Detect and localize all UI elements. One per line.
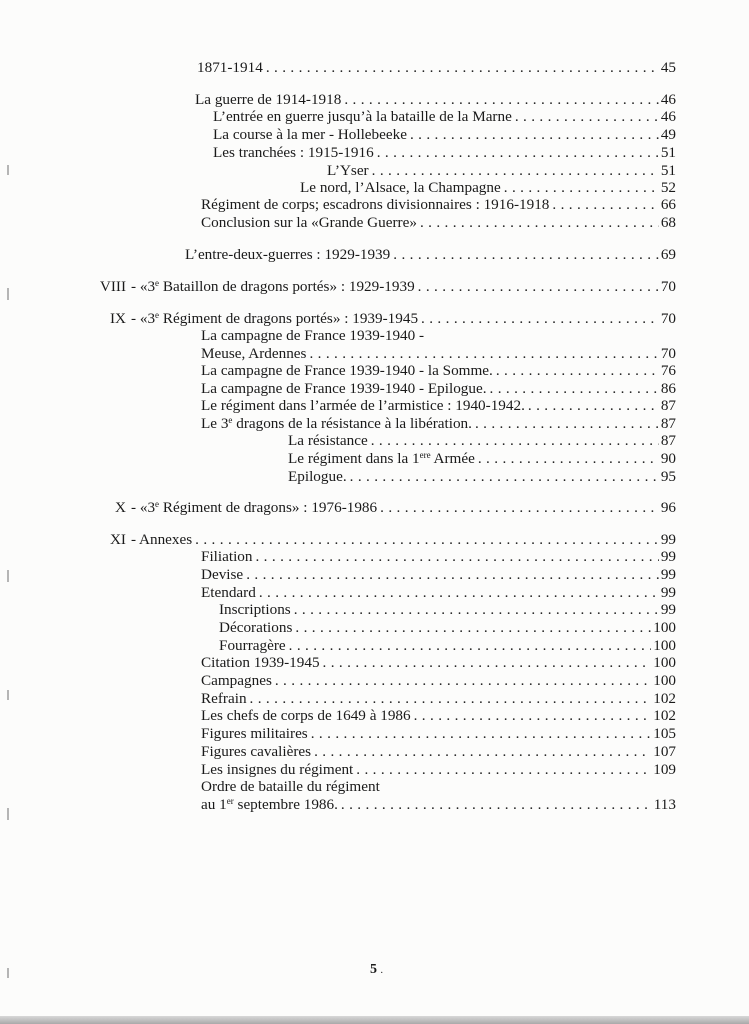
toc-entry-title: Campagnes (201, 672, 272, 689)
toc-entry-title: Le régiment dans la 1ere Armée (288, 450, 475, 467)
toc-entry-title: Inscriptions (219, 601, 291, 618)
toc-leader (496, 362, 659, 380)
toc-leader (266, 59, 659, 77)
toc-entry-title: Le 3e dragons de la résistance à la libération. (201, 415, 472, 432)
toc-entry-title: - «3e Régiment de dragons» : 1976-1986 (131, 499, 378, 516)
toc-chapter (0, 499, 676, 517)
toc-entry (201, 196, 676, 214)
toc-chapter (0, 278, 676, 296)
toc-page-number: 107 (653, 743, 676, 760)
toc-leader (255, 548, 658, 566)
toc-entry (201, 415, 676, 433)
toc-leader (295, 619, 651, 637)
toc-entry-title: L’Yser (327, 162, 369, 179)
toc-entry-title: La course à la mer - Hollebeeke (213, 126, 407, 143)
binding-mark (7, 968, 9, 978)
toc-entry (201, 397, 676, 415)
toc-page-number: 86 (660, 380, 676, 397)
toc-entry (219, 601, 676, 619)
toc-leader (418, 278, 659, 296)
toc-entry (195, 91, 676, 109)
toc-page-number: 102 (653, 707, 676, 724)
toc-entry-title: Décorations (219, 619, 293, 636)
toc-page-number: 95 (660, 468, 676, 485)
toc-leader (515, 108, 659, 126)
toc-entry (201, 690, 676, 708)
toc-leader (289, 637, 652, 655)
toc-leader (421, 310, 659, 328)
toc-page-number: 99 (660, 531, 676, 548)
toc-entry (300, 179, 676, 197)
toc-page-number: 105 (653, 725, 676, 742)
toc-page-number: 66 (660, 196, 676, 213)
toc-entry-title: Fourragère (219, 637, 286, 654)
toc-page-number: 76 (660, 362, 676, 379)
toc-page-number: 113 (653, 796, 676, 813)
chapter-numeral: IX (109, 310, 126, 327)
toc-entry (201, 707, 676, 725)
toc-page-number: 109 (653, 761, 676, 778)
toc-entry-title: - «3e Bataillon de dragons portés» : 1929-1939 (131, 278, 415, 295)
toc-entry-title: Le nord, l’Alsace, la Champagne (300, 179, 501, 196)
toc-leader (393, 246, 659, 264)
toc-entry (201, 345, 676, 363)
toc-leader (250, 690, 652, 708)
toc-entry-title: La campagne de France 1939-1940 - la Somme. (201, 362, 493, 379)
toc-leader (371, 432, 659, 450)
toc-entry (201, 380, 676, 398)
toc-entry-title: Ordre de bataille du régiment (201, 778, 380, 795)
toc-entry-title: L’entre-deux-guerres : 1929-1939 (185, 246, 391, 263)
toc-entry (219, 637, 676, 655)
toc-page-number: 90 (660, 450, 676, 467)
toc-entry-title: Epilogue. (288, 468, 347, 485)
toc-entry-title: Les chefs de corps de 1649 à 1986 (201, 707, 411, 724)
toc-leader (420, 214, 659, 232)
toc-leader (504, 179, 659, 197)
toc-entry-title: Citation 1939-1945 (201, 654, 320, 671)
chapter-numeral: XI (109, 531, 126, 548)
toc-leader (294, 601, 659, 619)
toc-leader (275, 672, 651, 690)
toc-page-number: 45 (660, 59, 676, 76)
toc-leader (259, 584, 659, 602)
toc-entry-title: Figures cavalières (201, 743, 312, 760)
toc-page-number: 100 (653, 637, 676, 654)
toc-page-number: 99 (660, 566, 676, 583)
binding-mark (7, 690, 9, 700)
toc-entry (201, 725, 676, 743)
toc-leader (490, 380, 659, 398)
toc-page-number: 100 (653, 619, 676, 636)
toc-page-number: 70 (660, 278, 676, 295)
toc-entry-title: Le régiment dans l’armée de l’armistice : 1940-1942. (201, 397, 525, 414)
toc-entry-title: La campagne de France 1939-1940 - Epilogue. (201, 380, 487, 397)
toc-entry (288, 432, 676, 450)
toc-leader (195, 531, 659, 549)
toc-entry-title: Les tranchées : 1915-1916 (213, 144, 374, 161)
toc-page-number: 102 (653, 690, 676, 707)
toc-entry-title: Filiation (201, 548, 253, 565)
toc-entry-title: Refrain (201, 690, 247, 707)
toc-entry (288, 450, 676, 468)
toc-entry (201, 654, 676, 672)
binding-mark (7, 165, 9, 175)
toc-entry (213, 144, 676, 162)
toc-page-number: 87 (660, 415, 676, 432)
toc-chapter (0, 310, 676, 328)
toc-entry-title: La campagne de France 1939-1940 - (201, 327, 425, 344)
toc-page-number: 87 (660, 432, 676, 449)
binding-mark (7, 570, 9, 582)
toc-page-number: 51 (660, 162, 676, 179)
toc-entry (327, 162, 676, 180)
toc-entry (201, 584, 676, 602)
toc-entry-title: Meuse, Ardennes (201, 345, 307, 362)
toc-leader (475, 415, 659, 433)
toc-entry-title: Conclusion sur la «Grande Guerre» (201, 214, 417, 231)
toc-leader (314, 743, 651, 761)
toc-page-number: 100 (653, 654, 676, 671)
toc-page-number: 99 (660, 584, 676, 601)
toc-entry-title: Devise (201, 566, 244, 583)
toc-leader (356, 761, 651, 779)
toc-entry-title: - Annexes (131, 531, 193, 548)
toc-leader (309, 345, 658, 363)
toc-page-number: 51 (660, 144, 676, 161)
toc-leader (246, 566, 659, 584)
toc-entry (201, 214, 676, 232)
toc-chapter (0, 531, 676, 549)
toc-leader (323, 654, 652, 672)
binding-mark (7, 808, 9, 820)
page-number: 5 . (370, 962, 383, 977)
toc-entry-title: - «3e Régiment de dragons portés» : 1939-1945 (131, 310, 419, 327)
toc-page-number: 96 (660, 499, 676, 516)
toc-entry (213, 126, 676, 144)
toc-leader (552, 196, 658, 214)
toc-page-number: 99 (660, 601, 676, 618)
toc-entry-title: La guerre de 1914-1918 (195, 91, 342, 108)
toc-entry-title: au 1er septembre 1986. (201, 796, 338, 813)
toc-leader (528, 397, 659, 415)
toc-entry (197, 59, 676, 77)
toc-page-number: 52 (660, 179, 676, 196)
toc-entry (213, 108, 676, 126)
toc-page-number: 99 (660, 548, 676, 565)
toc-entry (201, 548, 676, 566)
toc-page-number: 70 (660, 310, 676, 327)
toc-leader (478, 450, 659, 468)
toc-leader (341, 796, 652, 814)
toc-page-number: 46 (660, 91, 676, 108)
toc-page-number: 87 (660, 397, 676, 414)
toc-entry-title: Les insignes du régiment (201, 761, 354, 778)
toc-entry (201, 672, 676, 690)
toc-entry-title: L’entrée en guerre jusqu’à la bataille de la Marne (213, 108, 512, 125)
toc-leader (377, 144, 659, 162)
toc-page-number: 46 (660, 108, 676, 125)
toc-page-number: 49 (660, 126, 676, 143)
toc-entry-title: Régiment de corps; escadrons divisionnaires : 1916-1918 (201, 196, 550, 213)
toc-entry (201, 761, 676, 779)
toc-leader (311, 725, 651, 743)
toc-entry (201, 796, 676, 814)
toc-entry (201, 327, 676, 345)
toc-entry-title: Etendard (201, 584, 256, 601)
toc-leader (344, 91, 658, 109)
toc-entry (201, 566, 676, 584)
toc-page-number: 68 (660, 214, 676, 231)
toc-entry-title: Figures militaires (201, 725, 308, 742)
toc-entry (201, 778, 676, 796)
toc-entry (201, 362, 676, 380)
chapter-numeral: X (115, 499, 126, 516)
toc-page-number: 69 (660, 246, 676, 263)
toc-leader (414, 707, 652, 725)
toc-entry (185, 246, 676, 264)
toc-leader (410, 126, 659, 144)
toc-leader (350, 468, 659, 486)
page-edge-shadow (0, 1016, 749, 1024)
toc-entry-title: 1871-1914 (197, 59, 263, 76)
toc-leader (372, 162, 659, 180)
toc-page-number: 100 (653, 672, 676, 689)
toc-leader (380, 499, 659, 517)
toc-entry (201, 743, 676, 761)
chapter-numeral: VIII (99, 278, 126, 295)
toc-entry (219, 619, 676, 637)
toc-entry-title: La résistance (288, 432, 368, 449)
toc-entry (288, 468, 676, 486)
toc-page-number: 70 (660, 345, 676, 362)
